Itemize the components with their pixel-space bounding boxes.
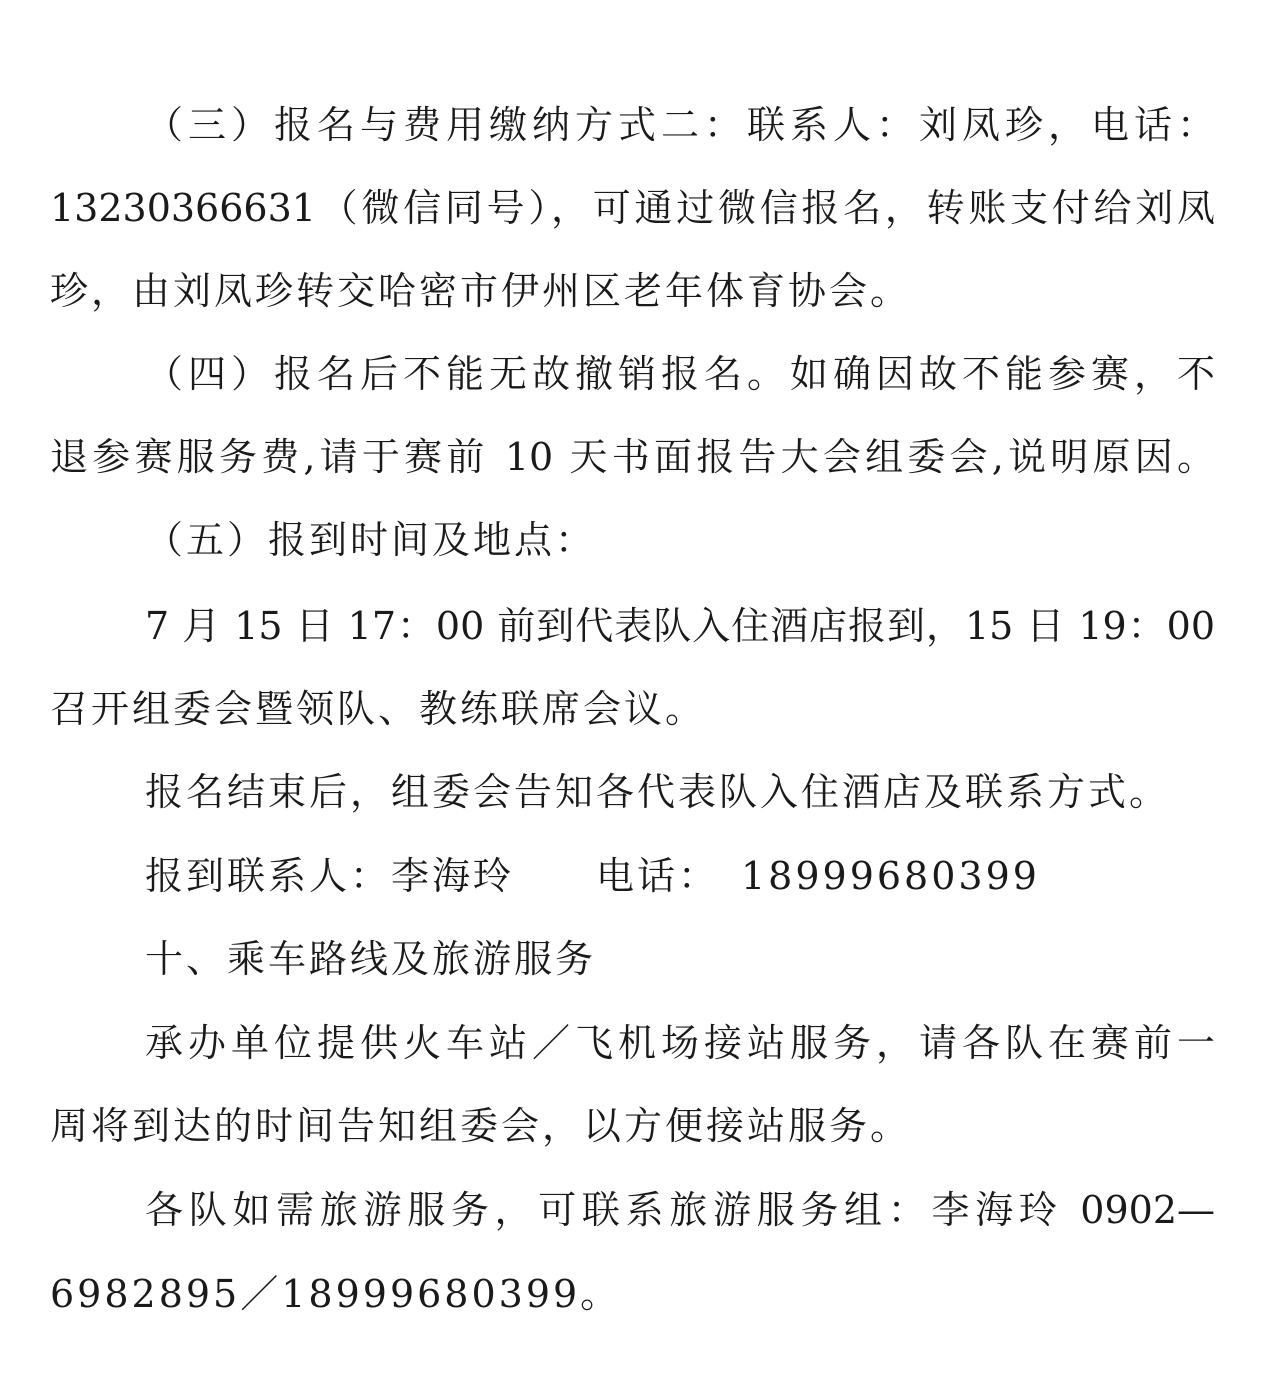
section-heading: 十、乘车路线及旅游服务 (145, 937, 597, 981)
paragraph-8-line-1: 报到联系人：李海玲 电话： 18999680399 (145, 854, 1040, 898)
paragraph-4-line-2: 退参赛服务费,请于赛前 10 天书面报告大会组委会,说明原因。 (50, 435, 1215, 479)
paragraph-5-line-1: （五）报到时间及地点： (145, 518, 597, 562)
paragraph-7-line-1: 报名结束后，组委会告知各代表队入住酒店及联系方式。 (145, 770, 1171, 814)
paragraph-3-line-1: （三）报名与费用缴纳方式二：联系人：刘凤珍，电话： (145, 103, 1215, 147)
paragraph-3-line-2: 13230366631（微信同号），可通过微信报名，转账支付给刘凤 (50, 186, 1215, 230)
paragraph-10-line-1: 承办单位提供火车站／飞机场接站服务，请各队在赛前一 (145, 1021, 1215, 1065)
paragraph-4-line-1: （四）报名后不能无故撤销报名。如确因故不能参赛，不 (145, 352, 1215, 396)
paragraph-6-line-1: 7 月 15 日 17：00 前到代表队入住酒店报到，15 日 19：00 (145, 604, 1215, 648)
paragraph-11-line-1: 各队如需旅游服务，可联系旅游服务组：李海玲 0902— (145, 1188, 1215, 1232)
paragraph-6-line-2: 召开组委会暨领队、教练联席会议。 (50, 687, 707, 731)
paragraph-3-line-3: 珍，由刘凤珍转交哈密市伊州区老年体育协会。 (50, 269, 912, 313)
paragraph-10-line-2: 周将到达的时间告知组委会，以方便接站服务。 (50, 1104, 912, 1148)
paragraph-11-line-2: 6982895／18999680399。 (50, 1272, 622, 1316)
